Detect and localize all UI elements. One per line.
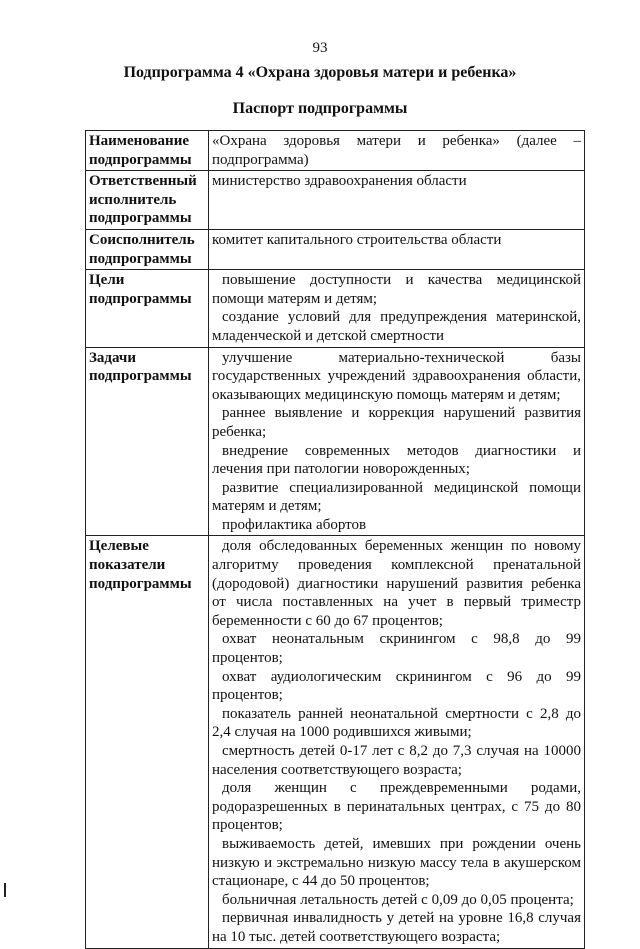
value-item: развитие специализированной медицинской помощи матерям и детям; — [212, 479, 581, 515]
value-item: внедрение современных методов диагностики и лечения при патологии новорожденных; — [212, 442, 581, 478]
document-title: Подпрограмма 4 «Охрана здоровья матери и ребенка» — [123, 64, 517, 81]
row-label: Ответственный исполнитель подпрограммы — [86, 171, 209, 230]
value-item: «Охрана здоровья матери и ребенка» (далее – подпрограмма) — [212, 133, 581, 168]
value-item: министерство здравоохранения области — [212, 173, 467, 190]
row-label: Наименование подпрограммы — [86, 131, 209, 171]
value-item: комитет капитального строительства области — [212, 231, 502, 248]
row-label: Задачи подпрограммы — [86, 347, 209, 536]
value-item: первичная инвалидность у детей на уровне 16,8 случая на 10 тыс. детей соответствующего возраста; — [212, 910, 581, 945]
value-item: больничная летальность детей с 0,09 до 0,05 процента; — [222, 891, 574, 908]
value-item: доля женщин с преждевременными родами, родоразрешенных в перинатальных центрах, с 75 до 80 процентов; — [212, 780, 581, 834]
value-item: доля обследованных беременных женщин по новому алгоритму проведения комплексной пренатальной (дородовой) диагностики нарушений развития ребенка от числа поставленных на учет в первый триместр беременности с 60 до 67 процентов; — [212, 538, 581, 629]
value-item: создание условий для предупреждения материнской, младенческой и детской смертности — [212, 309, 581, 344]
row-value — [209, 171, 585, 230]
value-item: выживаемость детей, имевших при рождении очень низкую и экстремально низкую массу тела в акушерском стационаре, с 44 до 50 процентов; — [212, 835, 581, 890]
row-value — [209, 536, 585, 948]
row-value — [209, 270, 585, 347]
row-value — [209, 229, 585, 269]
value-item: улучшение материально-технической базы государственных учреждений здравоохранения области, оказывающих медицинскую помощь матерям и детям; — [212, 349, 581, 403]
document-subtitle: Паспорт подпрограммы — [232, 100, 408, 117]
value-item: показатель ранней неонатальной смертности с 2,8 до 2,4 случая на 1000 родившихся живыми; — [212, 705, 581, 741]
row-value — [209, 347, 585, 536]
value-item: раннее выявление и коррекция нарушений развития ребенка; — [212, 405, 581, 440]
row-value — [209, 131, 585, 171]
value-item: охват аудиологическим скринингом с 96 до 99 процентов; — [212, 668, 581, 704]
value-item: профилактика абортов — [222, 516, 367, 533]
row-label: Целевые показатели подпрограммы — [86, 536, 209, 948]
scan-mark — [4, 883, 6, 897]
value-item: смертность детей 0-17 лет с 8,2 до 7,3 случая на 10000 населения соответствующего возраста; — [212, 743, 581, 778]
row-label: Соисполнитель подпрограммы — [86, 229, 209, 269]
table-row — [86, 171, 585, 230]
table-row — [86, 347, 585, 536]
passport-table — [85, 130, 585, 949]
table-row — [86, 270, 585, 347]
table-row — [86, 229, 585, 269]
value-item: охват неонатальным скринингом с 98,8 до 99 процентов; — [212, 631, 581, 667]
table-row — [86, 536, 585, 948]
table-row — [86, 131, 585, 171]
page-number: 93 — [312, 40, 328, 56]
value-item: повышение доступности и качества медицинской помощи матерям и детям; — [212, 272, 581, 307]
row-label: Цели подпрограммы — [86, 270, 209, 347]
